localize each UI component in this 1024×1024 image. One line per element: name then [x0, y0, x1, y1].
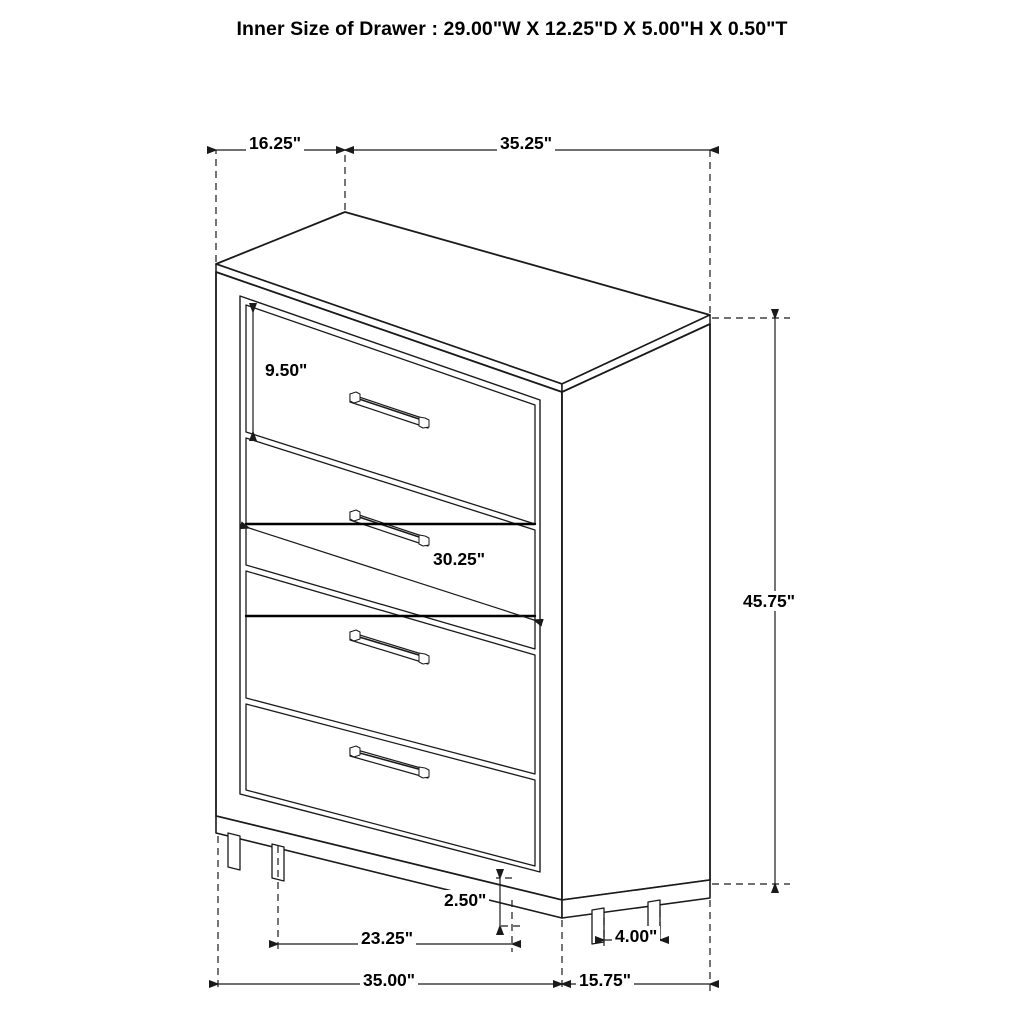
dimension-label-2-50: 2.50"	[441, 890, 489, 910]
page-title: Inner Size of Drawer : 29.00"W X 12.25"D X 5.00"H X 0.50"T	[236, 18, 788, 40]
dimension-label-23-25: 23.25"	[358, 928, 416, 948]
dimension-label-15-75: 15.75"	[576, 970, 634, 990]
dimension-label-4-00: 4.00"	[612, 926, 660, 946]
dimension-label-30-25: 30.25"	[430, 549, 488, 569]
dimension-label-35-25: 35.25"	[497, 133, 555, 153]
dimension-label-9-50: 9.50"	[262, 360, 310, 380]
dimension-label-35-00: 35.00"	[360, 970, 418, 990]
dimension-label-45-75: 45.75"	[740, 591, 798, 611]
dimension-label-16-25: 16.25"	[246, 133, 304, 153]
